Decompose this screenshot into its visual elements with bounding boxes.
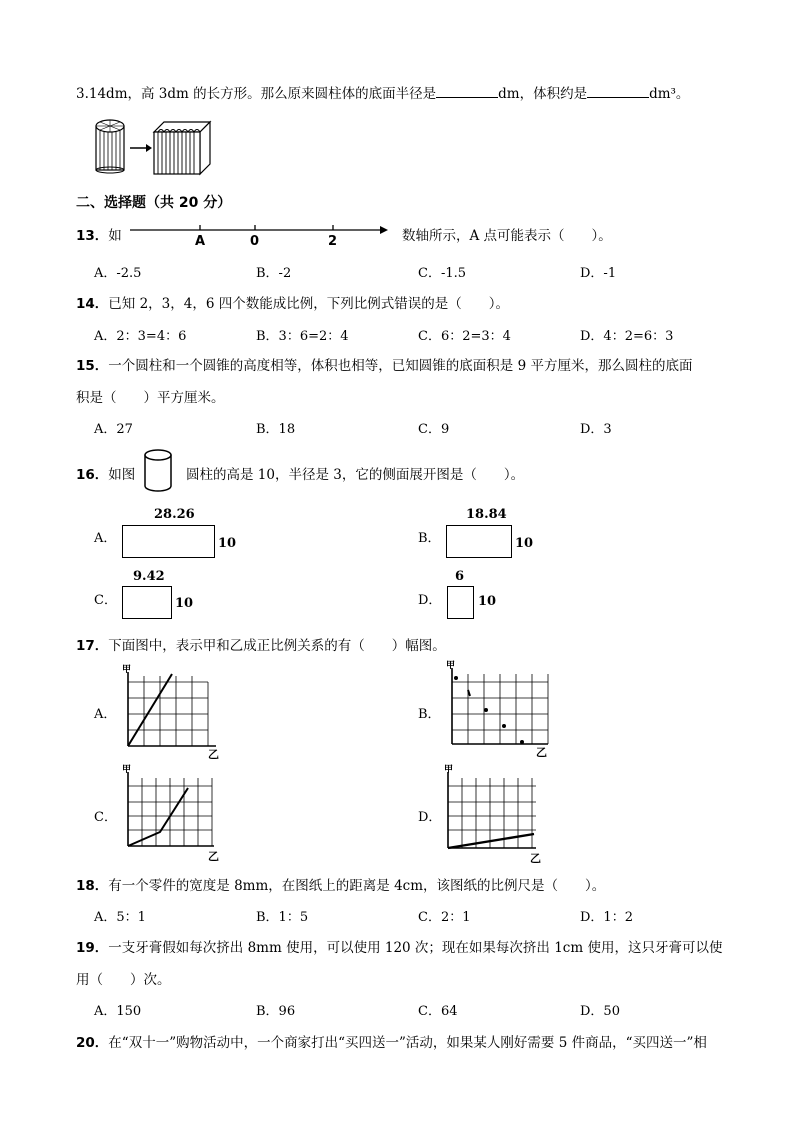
q15-line1: 一个圆柱和一个圆锥的高度相等，体积也相等，已知圆锥的底面积是 9 平方厘米，那么圆柱的底面 [108,358,693,374]
axis-label-2: 2 [328,234,338,249]
q19-option-a[interactable]: A．150 [94,1004,142,1019]
q20-number: 20． [76,1035,109,1051]
q16-option-d-side: 10 [478,594,497,609]
q15-option-d[interactable]: D．3 [580,422,612,437]
q12-text-a: 3.14dm，高 3dm 的长方形。那么原来圆柱体的底面半径是 [76,86,437,102]
q16-option-a-side: 10 [218,536,237,551]
graph-d-y-label: 甲 [444,765,454,775]
q14-option-d[interactable]: D．4：2=6：3 [580,329,674,344]
q12-line [76,82,689,102]
q19-option-b[interactable]: B．96 [256,1004,296,1019]
q12-blank-radius[interactable] [436,86,498,98]
graph-a-y-label: 甲 [122,665,132,675]
q16-option-b-side: 10 [515,536,534,551]
q18-stem [76,874,605,894]
q15-stem [76,354,692,374]
q17-graph-b[interactable] [442,660,552,760]
q16-option-d-letter[interactable]: D． [418,593,442,608]
q19-option-c[interactable]: C．64 [418,1004,458,1019]
q16-option-b-rect[interactable] [446,525,512,558]
q16-option-a-letter[interactable]: A． [94,531,117,546]
graph-c-x-label: 乙 [208,850,219,863]
q19-stem [76,936,722,956]
q16-option-d-rect[interactable] [447,586,474,619]
q19-option-d[interactable]: D．50 [580,1004,620,1019]
q17-graph-d[interactable] [442,764,548,864]
q16-after: 圆柱的高是 10，半径是 3，它的侧面展开图是（ ）。 [186,467,525,483]
cylinder-to-cuboid-illustration [92,118,216,176]
q16-option-b-top: 18.84 [466,507,507,522]
q12-blank-volume[interactable] [587,86,649,98]
q19-line2: 用（ ）次。 [76,972,171,988]
q18-text: 有一个零件的宽度是 8mm，在图纸上的距离是 4cm，该图纸的比例尺是（ ）。 [108,878,606,894]
q19-line1: 一支牙膏假如每次挤出 8mm 使用，可以使用 120 次；现在如果每次挤出 1cm 使用，这只牙膏可以使 [108,940,723,956]
q19-number: 19． [76,940,109,956]
q16-option-c-top: 9.42 [133,569,165,584]
q16-option-d-top: 6 [455,569,465,584]
q13-after: 数轴所示，A 点可能表示（ ）。 [402,228,612,244]
q16-option-b-letter[interactable]: B． [418,531,441,546]
q17-option-c-letter[interactable]: C． [94,810,117,825]
q18-number: 18． [76,878,109,894]
q18-option-c[interactable]: C．2：1 [418,910,471,925]
q13-stem [76,224,122,244]
q14-option-c[interactable]: C．6：2=3：4 [418,329,511,344]
axis-label-a: A [195,234,206,249]
q17-number: 17． [76,638,109,654]
q17-text: 下面图中，表示甲和乙成正比例关系的有（ ）幅图。 [108,638,446,654]
q15-line2: 积是（ ）平方厘米。 [76,390,225,406]
q16-option-c-side: 10 [175,596,194,611]
q13-option-c[interactable]: C．-1.5 [418,266,467,281]
graph-c-y-label: 甲 [122,765,132,775]
q13-option-d[interactable]: D．-1 [580,266,617,281]
number-line [128,220,390,250]
q12-unit1: dm，体积约是 [498,86,588,102]
q16-stem [76,463,135,483]
q15-option-b[interactable]: B．18 [256,422,296,437]
q14-option-a[interactable]: A．2：3=4：6 [94,329,187,344]
q20-text: 在“双十一”购物活动中，一个商家打出“买四送一”活动，如果某人刚好需要 5 件商品，“买四送一”相 [108,1035,707,1051]
q14-text: 已知 2，3，4，6 四个数能成比例，下列比例式错误的是（ ）。 [108,296,509,312]
q16-option-a-top: 28.26 [154,507,195,522]
q14-stem [76,292,509,312]
q13-option-b[interactable]: B．-2 [256,266,292,281]
q18-option-a[interactable]: A．5：1 [94,910,146,925]
q17-stem [76,634,446,654]
q15-option-a[interactable]: A．27 [94,422,133,437]
q16-lead: 如图 [108,467,136,483]
q14-option-b[interactable]: B．3：6=2：4 [256,329,349,344]
q17-option-b-letter[interactable]: B． [418,707,441,722]
section-title: 二、选择题（共 20 分） [76,195,232,211]
graph-b-y-label: 甲 [446,661,456,671]
q17-option-d-letter[interactable]: D． [418,810,442,825]
graph-a-x-label: 乙 [208,748,219,761]
graph-b-x-label: 乙 [536,746,547,759]
q12-unit2: dm³。 [649,86,690,102]
q18-option-b[interactable]: B．1：5 [256,910,309,925]
q13-number: 13． [76,228,109,244]
q18-option-d[interactable]: D．1：2 [580,910,633,925]
q15-option-c[interactable]: C．9 [418,422,450,437]
axis-label-0: 0 [250,234,260,249]
cylinder-icon [140,446,176,496]
q16-option-c-rect[interactable] [122,586,172,619]
q17-option-a-letter[interactable]: A． [94,707,117,722]
q20-stem [76,1031,707,1051]
q16-number: 16． [76,467,109,483]
q16-option-a-rect[interactable] [122,525,215,558]
q13-lead: 如 [108,228,122,244]
graph-d-x-label: 乙 [530,852,541,864]
q13-option-a[interactable]: A．-2.5 [94,266,142,281]
q14-number: 14． [76,296,109,312]
q17-graph-c[interactable] [118,764,222,864]
q16-option-c-letter[interactable]: C． [94,593,117,608]
q15-number: 15． [76,358,109,374]
q17-graph-a[interactable] [118,662,222,762]
